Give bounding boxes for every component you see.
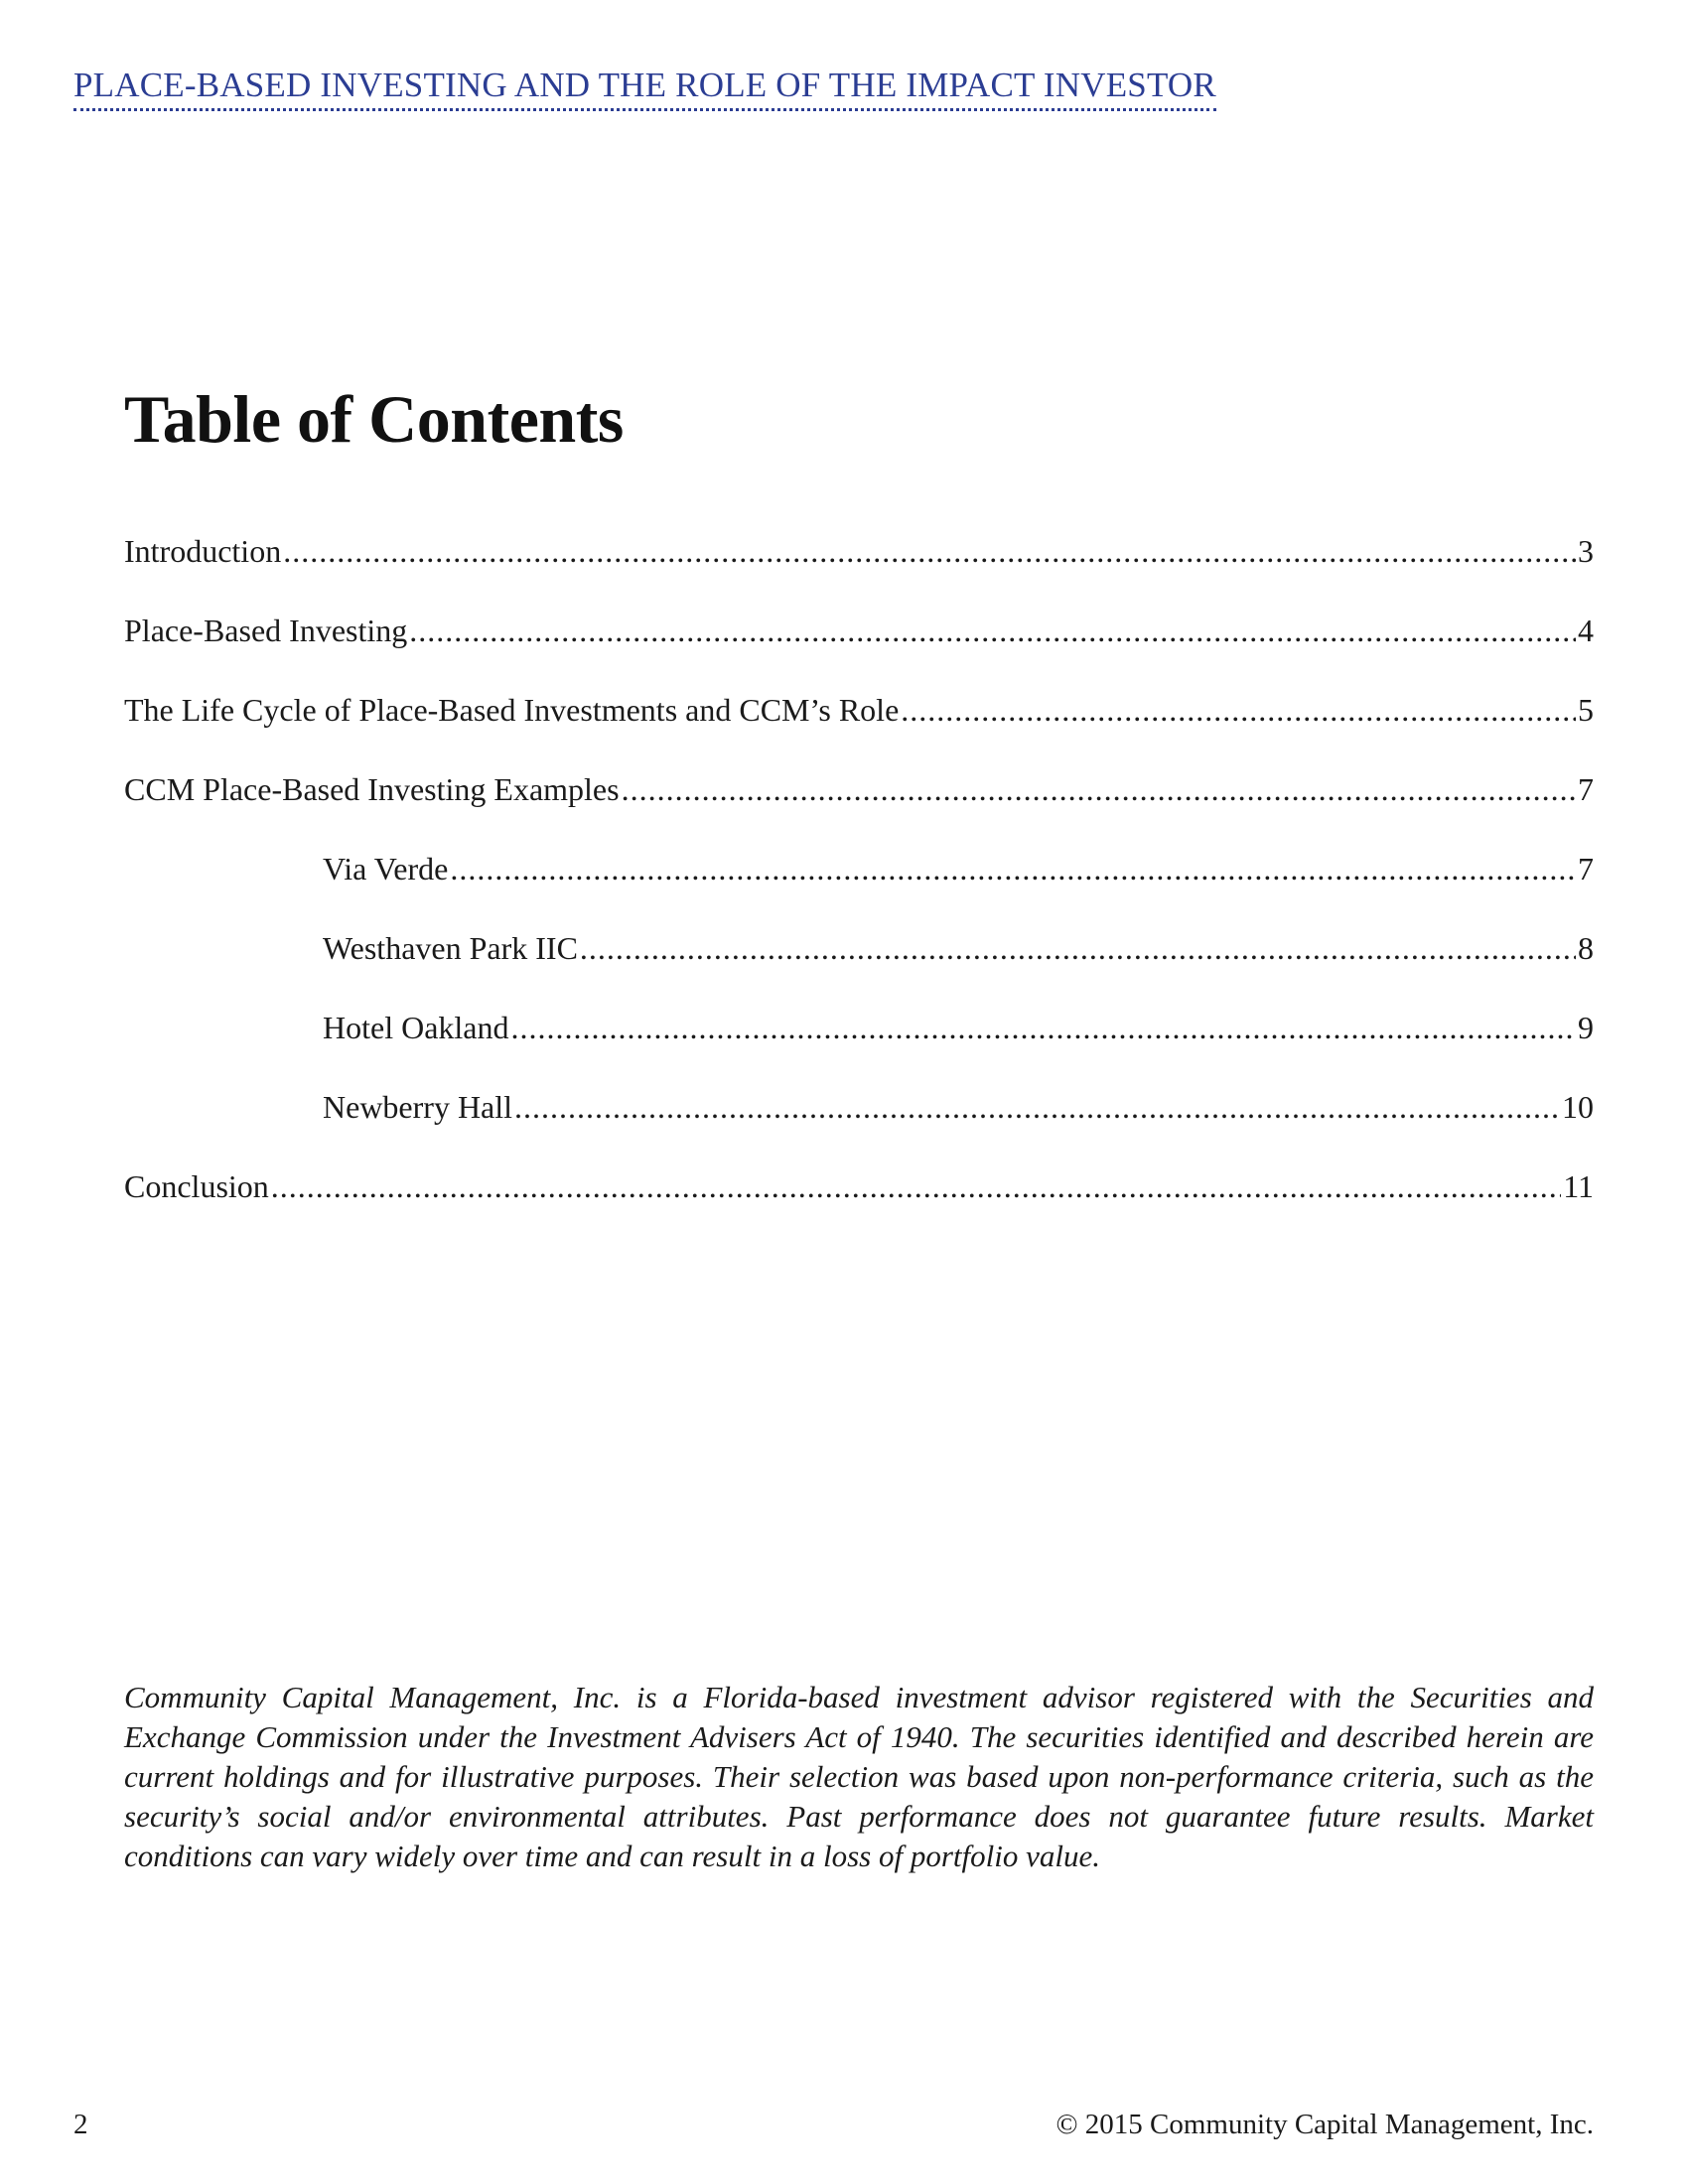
toc-entry-page: 4 <box>1578 613 1594 648</box>
toc-dot-leader <box>450 849 1576 888</box>
toc-entry-via-verde[interactable] <box>124 849 1594 928</box>
toc-list <box>124 531 1594 1246</box>
toc-entry-page: 7 <box>1578 771 1594 807</box>
toc-entry-westhaven-park[interactable] <box>124 928 1594 1008</box>
copyright-notice: © 2015 Community Capital Management, Inc. <box>1055 2109 1594 2140</box>
toc-entry-label: Place-Based Investing <box>124 613 408 648</box>
toc-entry-page: 3 <box>1578 533 1594 569</box>
toc-entry-page: 7 <box>1578 851 1594 887</box>
toc-entry-label: Introduction <box>124 533 282 569</box>
toc-entry-label: CCM Place-Based Investing Examples <box>124 771 620 807</box>
toc-entry-ccm-examples[interactable] <box>124 769 1594 849</box>
toc-entry-conclusion[interactable] <box>124 1166 1594 1246</box>
toc-dot-leader <box>271 1166 1561 1206</box>
toc-dot-leader <box>622 769 1576 809</box>
toc-entry-page: 10 <box>1562 1089 1594 1125</box>
toc-entry-hotel-oakland[interactable] <box>124 1008 1594 1087</box>
toc-dot-leader <box>511 1008 1577 1047</box>
toc-dot-leader <box>901 690 1576 730</box>
toc-entry-page: 9 <box>1578 1010 1594 1045</box>
toc-entry-label: Westhaven Park IIC <box>323 930 578 966</box>
toc-dot-leader <box>283 531 1576 571</box>
toc-entry-page: 5 <box>1578 692 1594 728</box>
toc-entry-label: The Life Cycle of Place-Based Investments and CCM’s Role <box>124 692 900 728</box>
toc-title: Table of Contents <box>124 381 624 457</box>
toc-entry-newberry-hall[interactable] <box>124 1087 1594 1166</box>
toc-entry-page: 11 <box>1563 1168 1594 1204</box>
toc-entry-place-based-investing[interactable] <box>124 611 1594 690</box>
toc-entry-life-cycle[interactable] <box>124 690 1594 769</box>
running-header: PLACE-BASED INVESTING AND THE ROLE OF THE IMPACT INVESTOR <box>73 68 1216 111</box>
disclaimer-text: Community Capital Management, Inc. is a Florida-based investment advisor registered with the Securities and Exchange Commission under the Investment Advisers Act of 1940. The securities identified and described herein are current holdings and for illustrative purposes. Their selection was based upon non-performance criteria, such as the security’s social and/or environmental attributes. Past performance does not guarantee future results. Market conditions can vary widely over time and can result in a loss of portfolio value. <box>124 1680 1594 1873</box>
toc-entry-page: 8 <box>1578 930 1594 966</box>
toc-entry-label: Via Verde <box>323 851 449 887</box>
toc-dot-leader <box>409 611 1576 650</box>
toc-entry-introduction[interactable] <box>124 531 1594 611</box>
toc-entry-label: Hotel Oakland <box>323 1010 509 1045</box>
toc-dot-leader <box>580 928 1576 968</box>
toc-entry-label: Conclusion <box>124 1168 269 1204</box>
page-number: 2 <box>73 2109 88 2140</box>
toc-dot-leader <box>514 1087 1560 1127</box>
toc-entry-label: Newberry Hall <box>323 1089 513 1125</box>
